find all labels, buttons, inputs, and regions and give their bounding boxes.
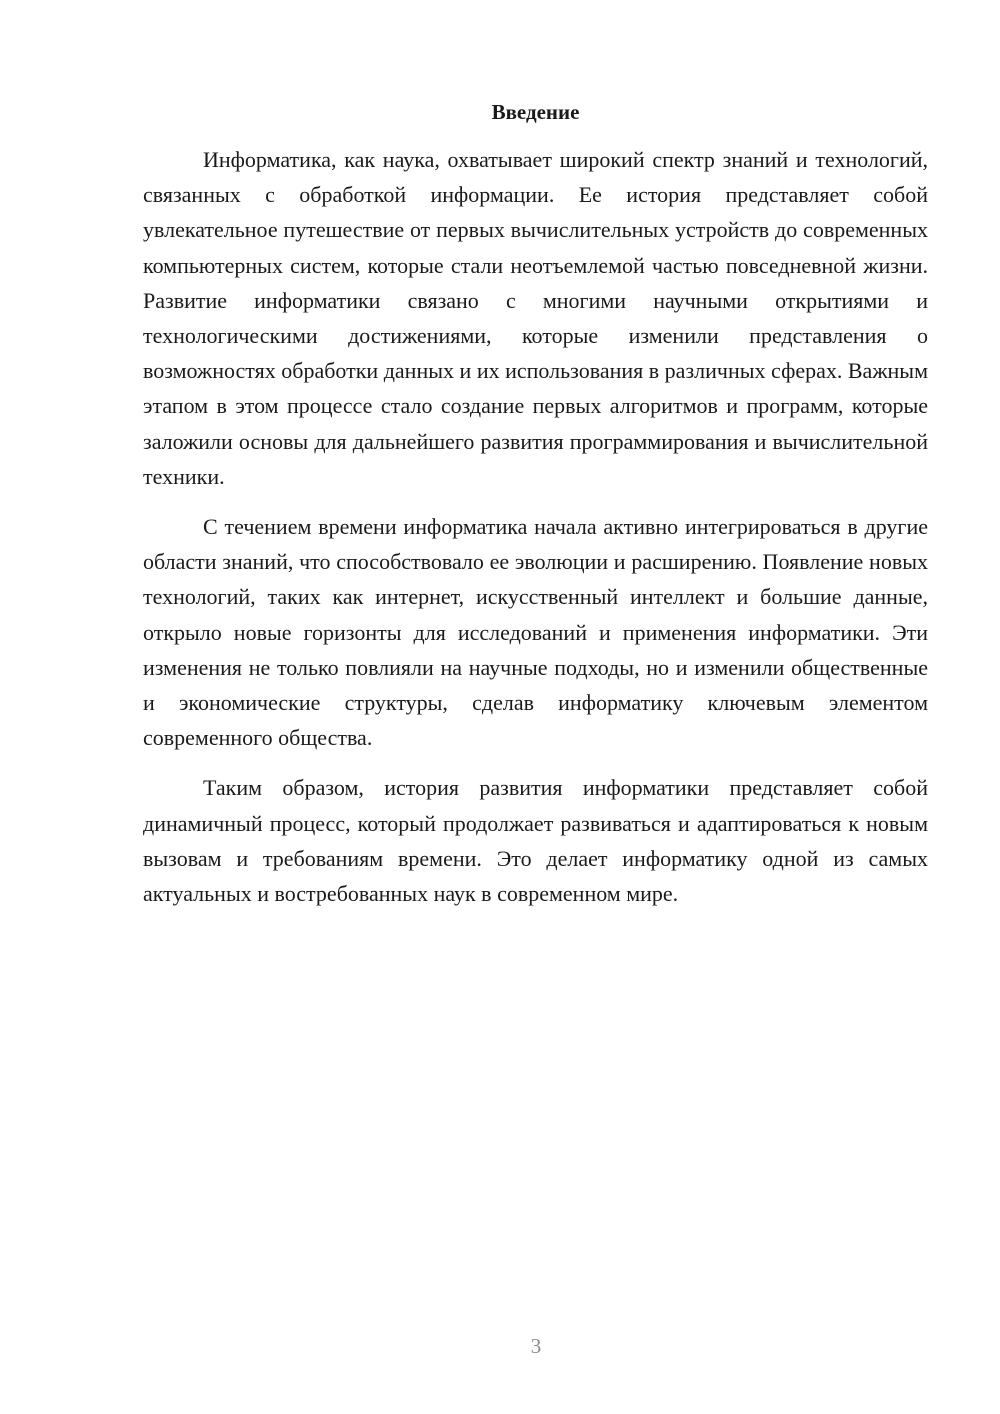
paragraph: Информатика, как наука, охватывает широкий спектр знаний и технологий, связанных с обработкой информации. Ее история представляет собой увлекательное путешествие от первых вычислительных устройств до современных компьютерных систем, которые стали неотъемлемой частью повседневной жизни. Развитие информатики связано с многими научными открытиями и технологическими достижениями, которые изменили представления о возможностях обработки данных и их использования в различных сферах. Важным этапом в этом процессе стало создание первых алгоритмов и программ, которые заложили основы для дальнейшего развития программирования и вычислительной техники. xyxy=(143,147,928,489)
page-number: 3 xyxy=(530,1334,542,1358)
section-heading: Введение xyxy=(491,100,580,124)
paragraph: С течением времени информатика начала активно интегрироваться в другие области знаний, что способствовало ее эволюции и расширению. Появление новых технологий, таких как интернет, искусственный интеллект и большие данные, открыло новые горизонты для исследований и применения информатики. Эти изменения не только повлияли на научные подходы, но и изменили общественные и экономические структуры, сделав информатику ключевым элементом современного общества. xyxy=(143,514,928,751)
paragraph: Таким образом, история развития информатики представляет собой динамичный процесс, который продолжает развиваться и адаптироваться к новым вызовам и требованиям времени. Это делает информатику одной из самых актуальных и востребованных наук в современном мире. xyxy=(143,775,928,907)
page-content xyxy=(143,96,928,926)
